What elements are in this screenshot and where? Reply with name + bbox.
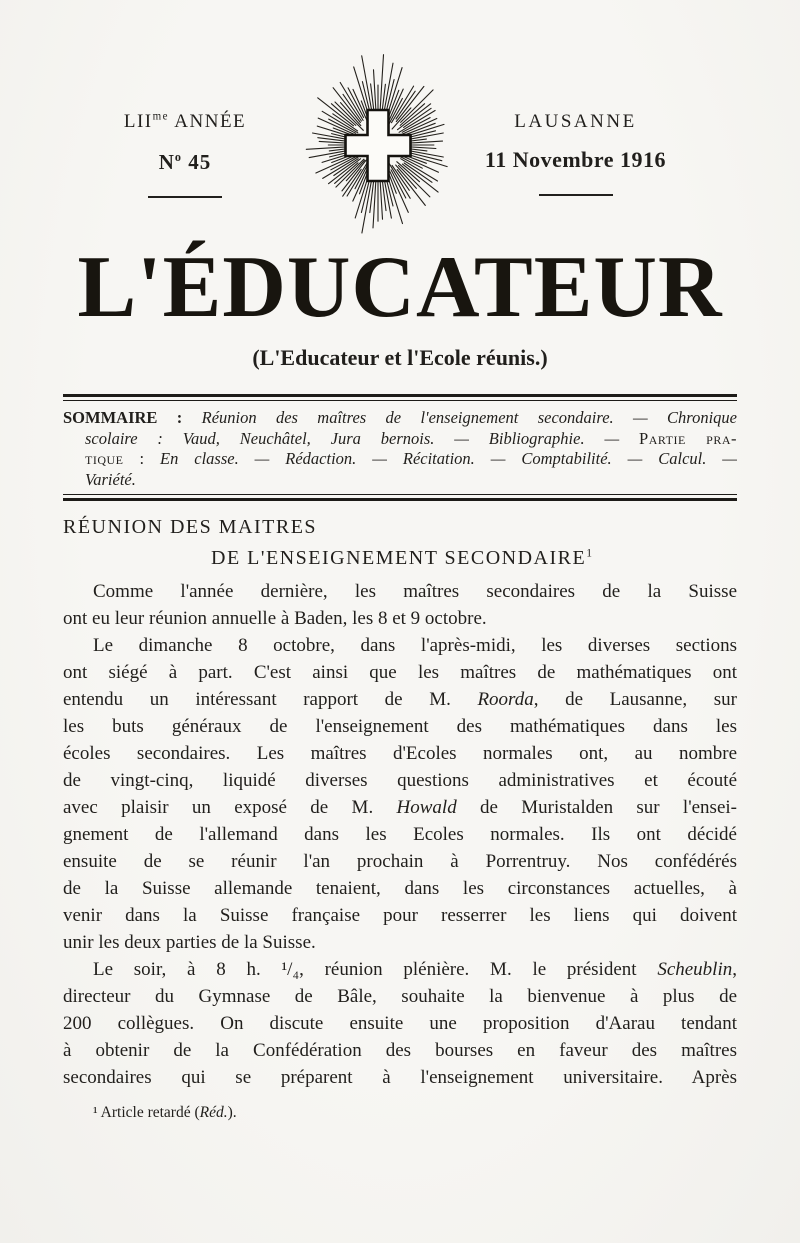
text-segment: entendu un intéressant rapport de M.	[63, 689, 478, 710]
text-line	[63, 408, 737, 429]
text-segment: les buts généraux de l'enseignement des mathématiques dans les	[63, 716, 737, 737]
text-segment: ont siégé à part. C'est ainsi que les maîtres de mathématiques ont	[63, 662, 737, 683]
text-line	[63, 848, 737, 875]
footnote	[63, 1103, 737, 1123]
masthead-date	[448, 147, 703, 173]
text-line	[63, 1010, 737, 1037]
text-line	[63, 1037, 737, 1064]
text-segment: ,	[732, 959, 737, 980]
text-segment: 45	[182, 150, 212, 174]
masthead-issue-number	[100, 149, 270, 175]
masthead-year	[100, 110, 270, 134]
masthead-left-rule	[148, 196, 222, 198]
text-segment: Variété.	[85, 469, 136, 489]
text-line	[63, 929, 737, 956]
text-line	[63, 740, 737, 767]
double-rule-bottom	[63, 494, 737, 501]
text-segment: 200 collègues. On discute ensuite une proposition d'Aarau tendant	[63, 1013, 737, 1034]
text-segment: ).	[227, 1104, 237, 1121]
text-line	[63, 578, 737, 605]
masthead-city	[448, 110, 703, 134]
text-segment: directeur du Gymnase de Bâle, souhaite la bienvenue à plus de	[63, 986, 737, 1007]
text-line	[63, 659, 737, 686]
text-segment: Howald	[396, 797, 457, 818]
text-segment: avec plaisir un exposé de M.	[63, 797, 397, 818]
text-segment: de Muristalden sur l'ensei-	[456, 797, 737, 818]
text-segment: 1	[586, 546, 594, 560]
text-segment: Le dimanche 8 octobre, dans l'après-midi, les diverses sections	[93, 635, 737, 656]
text-segment: , de Lausanne, sur	[533, 689, 737, 710]
paragraph	[63, 578, 737, 632]
text-segment: à obtenir de la Confédération des bourses en faveur des maîtres	[63, 1040, 737, 1061]
text-segment: ont eu leur réunion annuelle à Baden, les 8 et 9 octobre.	[63, 608, 487, 629]
text-segment: Scheublin	[657, 959, 733, 980]
text-line	[63, 794, 737, 821]
text-line	[63, 875, 737, 902]
text-segment: de la Suisse allemande tenaient, dans les circonstances actuelles, à	[63, 878, 737, 899]
text-segment: ¹ Article retardé (	[93, 1104, 200, 1121]
swiss-cross-sunburst-icon	[295, 52, 461, 238]
article-body	[63, 578, 737, 1091]
page-content	[0, 394, 800, 1123]
text-segment: DE L'ENSEIGNEMENT SECONDAIRE	[211, 547, 587, 569]
text-segment: LAUSANNE	[514, 111, 637, 132]
text-segment: SOMMAIRE :	[63, 408, 202, 427]
text-line	[63, 956, 737, 983]
text-segment: En classe. — Rédaction. — Récitation. — Comptabilité. — Calcul. —	[159, 449, 737, 468]
text-segment: tique	[85, 449, 124, 468]
text-line	[63, 470, 737, 491]
text-line	[63, 449, 737, 470]
paragraph	[63, 956, 737, 1091]
text-segment: Comme l'année dernière, les maîtres secondaires de la Suisse	[93, 581, 737, 602]
text-segment: secondaires qui se préparent à l'enseignement universitaire. Après	[63, 1067, 737, 1088]
journal-title: L'ÉDUCATEUR	[77, 239, 723, 336]
text-line	[63, 605, 737, 632]
text-segment: gnement de l'allemand dans les Ecoles normales. Ils ont décidé	[63, 824, 737, 845]
text-segment: ANNÉE	[169, 111, 247, 132]
text-segment: :	[123, 449, 160, 468]
text-line	[63, 1064, 737, 1091]
text-segment: Réd.	[199, 1104, 228, 1121]
text-line	[63, 632, 737, 659]
text-segment: ensuite de se réunir l'an prochain à Porrentruy. Nos confédérés	[63, 851, 737, 872]
masthead	[0, 0, 800, 240]
masthead-right-rule	[539, 194, 613, 196]
text-segment: scolaire : Vaud, Neuchâtel, Jura bernois. — Bibliographie. —	[85, 428, 640, 448]
text-segment: Partie pra-	[639, 428, 738, 448]
text-segment: 11 Novembre 1916	[484, 147, 667, 172]
article-heading-line2	[63, 546, 737, 570]
text-segment: Roorda	[477, 689, 534, 710]
text-segment: LII	[123, 111, 153, 132]
text-segment: venir dans la Suisse française pour resserrer les liens qui doivent	[63, 905, 737, 926]
text-line	[63, 713, 737, 740]
journal-subtitle: (L'Educateur et l'Ecole réunis.)	[252, 345, 548, 370]
text-segment: o	[174, 150, 182, 164]
text-segment: Le soir, à 8 h. ¹/₄, réunion plénière. M. le président	[93, 959, 658, 980]
article-heading-line1	[63, 515, 737, 539]
text-line	[63, 902, 737, 929]
masthead-right	[448, 110, 703, 196]
double-rule-top	[63, 394, 737, 401]
text-segment: Réunion des maîtres de l'enseignement secondaire. — Chronique	[201, 408, 737, 427]
text-segment: unir les deux parties de la Suisse.	[63, 932, 316, 953]
text-segment: me	[152, 110, 170, 123]
paragraph	[63, 632, 737, 956]
text-line	[63, 821, 737, 848]
text-segment: écoles secondaires. Les maîtres d'Ecoles normales ont, au nombre	[63, 743, 737, 764]
text-segment: N	[158, 150, 175, 174]
masthead-left	[100, 110, 270, 198]
text-segment: RÉUNION DES MAITRES	[63, 516, 318, 538]
text-line	[63, 767, 737, 794]
text-line	[63, 983, 737, 1010]
summary-block	[63, 408, 737, 490]
text-line	[63, 686, 737, 713]
text-segment: de vingt-cinq, liquidé diverses questions administratives et écouté	[63, 770, 737, 791]
text-line	[63, 429, 737, 450]
